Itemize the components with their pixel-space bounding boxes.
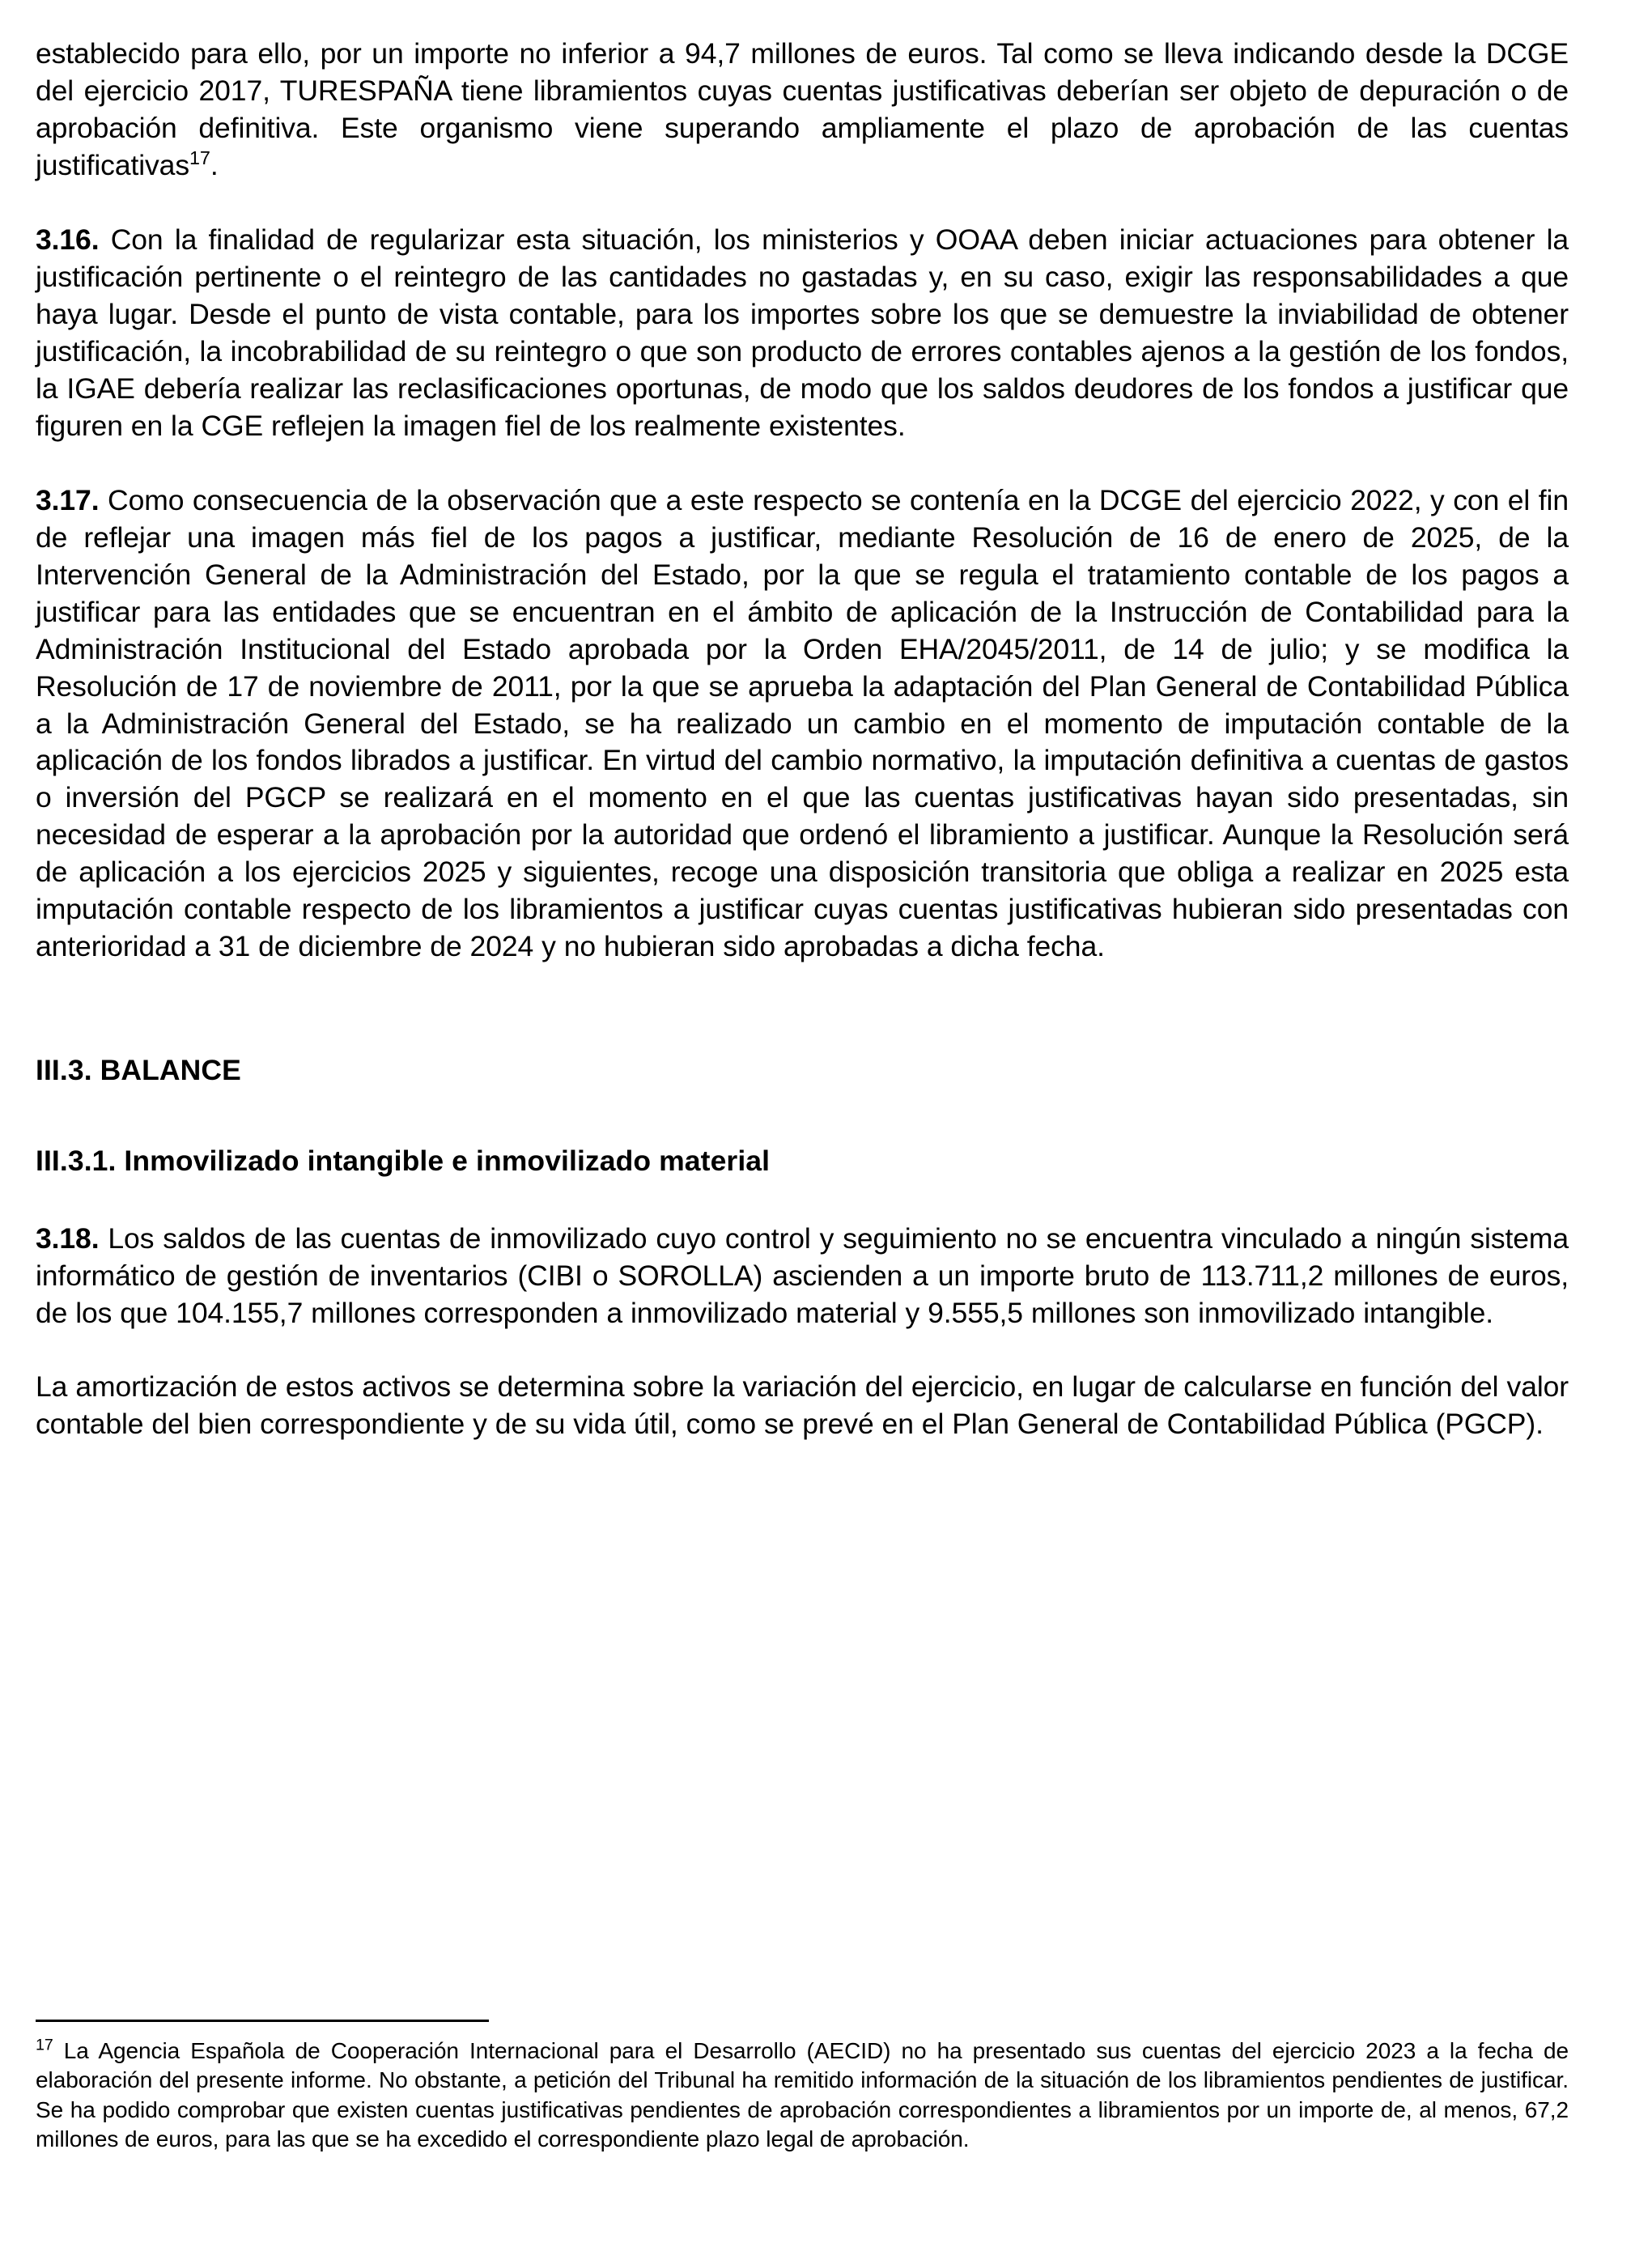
footnote-marker-17: 17	[36, 2036, 53, 2054]
paragraph-3-18	[36, 1221, 1569, 1332]
paragraph-amortizacion: La amortización de estos activos se determina sobre la variación del ejercicio, en lugar de calcularse en función del valor contable del bien correspondiente y de su vida útil, como se prevé en el Plan General de Contabilidad Pública (PGCP).	[36, 1370, 1569, 1441]
subsection-heading-inmovilizado: III.3.1. Inmovilizado intangible e inmovilizado material	[36, 1145, 771, 1178]
footnote-area	[36, 2020, 1569, 2155]
paragraph-3-17-text: Como consecuencia de la observación que a este respecto se contenía en la DCGE del ejercicio 2022, y con el fin de reflejar una imagen más fiel de los pagos a justificar, mediante Resolución de 16 de enero de 2025, de la Intervención General de la Administración del Estado, por la que se regula el tratamiento contable de los pagos a justificar para las entidades que se encuentran en el ámbito de aplicación de la Instrucción de Contabilidad para la Administración Institucional del Estado aprobada por la Orden EHA/2045/2011, de 14 de julio; y se modifica la Resolución de 17 de noviembre de 2011, por la que se aprueba la adaptación del Plan General de Contabilidad Pública a la Administración General del Estado, se ha realizado un cambio en el momento de imputación contable de la aplicación de los fondos librados a justificar. En virtud del cambio normativo, la imputación definitiva a cuentas de gastos o inversión del PGCP se realizará en el momento en el que las cuentas justificativas hayan sido presentadas, sin necesidad de esperar a la aprobación por la autoridad que ordenó el libramiento a justificar. Aunque la Resolución será de aplicación a los ejercicios 2025 y siguientes, recoge una disposición transitoria que obliga a realizar en 2025 esta imputación contable respecto de los libramientos a justificar cuyas cuentas justificativas hubieran sido presentadas con anterioridad a 31 de diciembre de 2024 y no hubieran sido aprobadas a dicha fecha.	[36, 483, 1569, 963]
paragraph-continued	[36, 36, 1569, 185]
footnote-17	[36, 2037, 1569, 2155]
paragraph-3-16	[36, 222, 1569, 445]
footnote-separator-rule	[36, 2020, 489, 2022]
footnote-reference-17[interactable]: 17	[189, 147, 210, 169]
section-heading-balance: III.3. BALANCE	[36, 1054, 241, 1087]
document-body	[36, 36, 1569, 1443]
heading-spacer	[36, 1003, 1569, 1051]
paragraph-3-17	[36, 482, 1569, 966]
footnote-17-text: La Agencia Española de Cooperación Internacional para el Desarrollo (AECID) no ha presentado sus cuentas del ejercicio 2023 a la fecha de elaboración del presente informe. No obstante, a petición del Tribunal ha remitido información de la situación de los libramientos pendientes de justificar. Se ha podido comprobar que existen cuentas justificativas pendientes de aprobación correspondientes a libramientos por un importe de, al menos, 67,2 millones de euros, para las que se ha excedido el correspondiente plazo legal de aprobación.	[36, 2038, 1569, 2152]
paragraph-number-3-18: 3.18.	[36, 1221, 100, 1255]
paragraph-continued-text: establecido para ello, por un importe no inferior a 94,7 millones de euros. Tal como se lleva indicando desde la DCGE del ejercicio 2017, TURESPAÑA tiene libramientos cuyas cuentas justificativas deberían ser objeto de depuración o de aprobación definitiva. Este organismo viene superando ampliamente el plazo de aprobación de las cuentas justificativas	[36, 37, 1569, 181]
paragraph-number-3-16: 3.16.	[36, 223, 100, 256]
paragraph-3-16-text: Con la finalidad de regularizar esta situación, los ministerios y OOAA deben iniciar actuaciones para obtener la justificación pertinente o el reintegro de las cantidades no gastadas y, en su caso, exigir las responsabilidades a que haya lugar. Desde el punto de vista contable, para los importes sobre los que se demuestre la inviabilidad de obtener justificación, la incobrabilidad de su reintegro o que son producto de errores contables ajenos a la gestión de los fondos, la IGAE debería realizar las reclasificaciones oportunas, de modo que los saldos deudores de los fondos a justificar que figuren en la CGE reflejen la imagen fiel de los realmente existentes.	[36, 223, 1569, 442]
paragraph-continued-trailing: .	[210, 148, 219, 181]
paragraph-number-3-17: 3.17.	[36, 483, 100, 516]
paragraph-3-18-text: Los saldos de las cuentas de inmovilizado cuyo control y seguimiento no se encuentra vinculado a ningún sistema informático de gestión de inventarios (CIBI o SOROLLA) ascienden a un importe bruto de 113.711,2 millones de euros, de los que 104.155,7 millones corresponden a inmovilizado material y 9.555,5 millones son inmovilizado intangible.	[36, 1221, 1569, 1329]
